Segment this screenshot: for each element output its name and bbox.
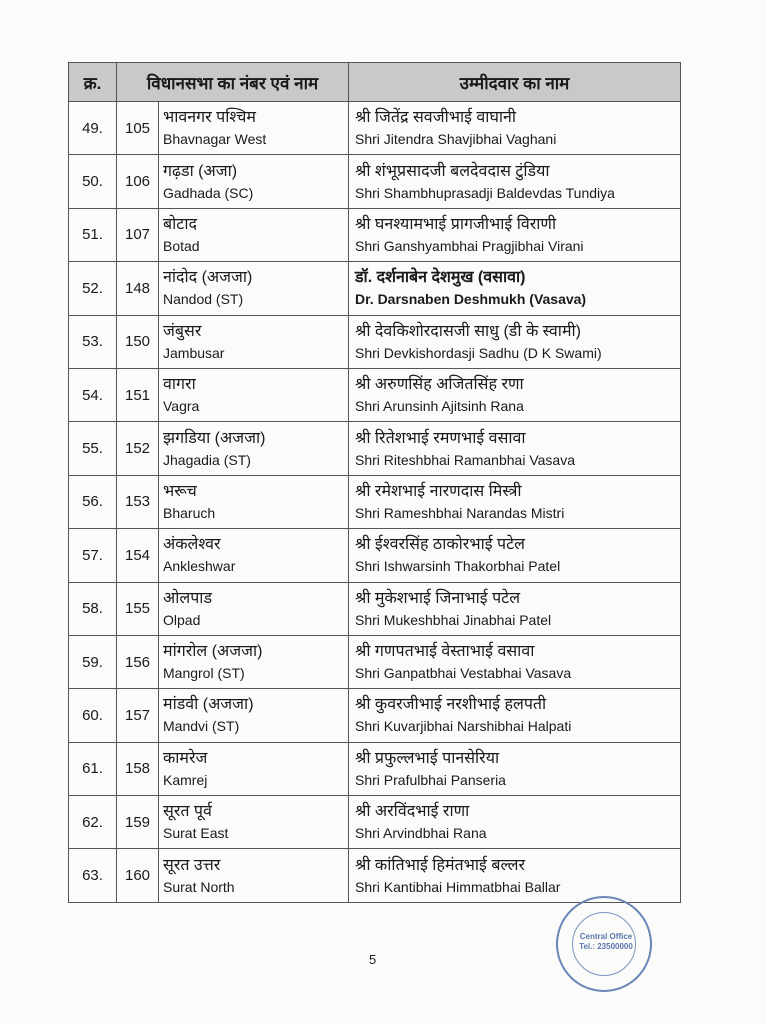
candidate-name-hindi: श्री शंभूप्रसादजी बलदेवदास टुंडिया: [355, 162, 550, 180]
candidate-table: [68, 62, 681, 903]
constituency-name-hindi: भावनगर पश्चिम: [163, 109, 256, 127]
candidate-name-english: Shri Jitendra Shavjibhai Vaghani: [355, 131, 557, 148]
candidate-name-english: Shri Arunsinh Ajitsinh Rana: [355, 398, 524, 415]
constituency-number: 154: [117, 529, 159, 582]
candidate-name-cell: [349, 529, 681, 582]
row-serial-number: 55.: [69, 422, 117, 475]
candidate-name-cell: [349, 422, 681, 475]
candidate-name-english: Shri Rameshbhai Narandas Mistri: [355, 504, 565, 521]
constituency-name-english: Mangrol (ST): [163, 665, 245, 682]
constituency-name-cell: [159, 582, 349, 635]
row-serial-number: 53.: [69, 315, 117, 368]
table-row: [69, 422, 681, 475]
constituency-number: 159: [117, 796, 159, 849]
constituency-number: 157: [117, 689, 159, 742]
constituency-number: 158: [117, 742, 159, 795]
candidate-name-english: Shri Riteshbhai Ramanbhai Vasava: [355, 451, 575, 468]
row-serial-number: 63.: [69, 849, 117, 902]
table-row: [69, 155, 681, 208]
constituency-name-english: Jambusar: [163, 344, 225, 361]
candidate-name-hindi: श्री कांतिभाई हिमंतभाई बल्लर: [355, 856, 526, 874]
candidate-name-english: Shri Kuvarjibhai Narshibhai Halpati: [355, 718, 572, 735]
constituency-number: 160: [117, 849, 159, 902]
candidate-name-hindi: श्री जितेंद्र सवजीभाई वाघानी: [355, 109, 517, 127]
candidate-name-hindi: श्री मुकेशभाई जिनाभाई पटेल: [355, 589, 521, 607]
constituency-name-cell: [159, 529, 349, 582]
candidate-name-cell: [349, 208, 681, 261]
constituency-name-english: Mandvi (ST): [163, 718, 240, 735]
candidate-name-hindi: डॉ. दर्शनाबेन देशमुख (वसावा): [355, 269, 526, 287]
constituency-name-hindi: बोटाद: [163, 215, 197, 233]
constituency-name-cell: [159, 422, 349, 475]
constituency-name-english: Nandod (ST): [163, 291, 244, 308]
constituency-name-cell: [159, 742, 349, 795]
row-serial-number: 50.: [69, 155, 117, 208]
constituency-name-english: Olpad: [163, 611, 201, 628]
table-row: [69, 529, 681, 582]
candidate-name-cell: [349, 262, 681, 315]
candidate-name-cell: [349, 368, 681, 421]
constituency-name-english: Vagra: [163, 398, 200, 415]
table-row: [69, 849, 681, 902]
table-row: [69, 315, 681, 368]
table-row: [69, 582, 681, 635]
row-serial-number: 62.: [69, 796, 117, 849]
constituency-name-english: Ankleshwar: [163, 558, 236, 575]
candidate-name-hindi: श्री देवकिशोरदासजी साधु (डी के स्वामी): [355, 322, 581, 340]
candidate-name-cell: [349, 689, 681, 742]
candidate-name-english: Shri Shambhuprasadji Baldevdas Tundiya: [355, 184, 615, 201]
constituency-name-cell: [159, 208, 349, 261]
candidate-name-cell: [349, 849, 681, 902]
constituency-name-cell: [159, 262, 349, 315]
table-row: [69, 262, 681, 315]
constituency-name-hindi: गढ़डा (अजा): [163, 162, 238, 180]
constituency-name-english: Surat East: [163, 825, 229, 842]
row-serial-number: 56.: [69, 475, 117, 528]
candidate-name-cell: [349, 742, 681, 795]
page-number: 5: [369, 952, 377, 967]
seal-line-1: Central Office: [579, 932, 633, 941]
constituency-number: 151: [117, 368, 159, 421]
row-serial-number: 60.: [69, 689, 117, 742]
candidate-name-cell: [349, 475, 681, 528]
constituency-number: 106: [117, 155, 159, 208]
candidate-name-english: Shri Ganpatbhai Vestabhai Vasava: [355, 665, 572, 682]
constituency-number: 156: [117, 635, 159, 688]
candidate-name-cell: [349, 315, 681, 368]
constituency-name-cell: [159, 102, 349, 155]
table-row: [69, 689, 681, 742]
constituency-name-cell: [159, 796, 349, 849]
constituency-name-hindi: भरूच: [163, 482, 197, 500]
constituency-number: 152: [117, 422, 159, 475]
constituency-name-english: Surat North: [163, 878, 235, 895]
constituency-number: 153: [117, 475, 159, 528]
constituency-name-english: Bhavnagar West: [163, 131, 267, 148]
candidate-name-hindi: श्री रितेशभाई रमणभाई वसावा: [355, 429, 526, 447]
constituency-name-hindi: झगडिया (अजजा): [163, 429, 266, 447]
header-sno: क्र.: [69, 63, 117, 102]
row-serial-number: 59.: [69, 635, 117, 688]
table-row: [69, 635, 681, 688]
constituency-name-english: Botad: [163, 237, 200, 254]
constituency-name-hindi: मांडवी (अजजा): [163, 696, 254, 714]
constituency-name-english: Kamrej: [163, 771, 208, 788]
constituency-name-cell: [159, 155, 349, 208]
constituency-name-hindi: कामरेज: [163, 749, 208, 767]
candidate-name-english: Shri Ishwarsinh Thakorbhai Patel: [355, 558, 561, 575]
candidate-name-cell: [349, 582, 681, 635]
candidate-name-english: Shri Prafulbhai Panseria: [355, 771, 506, 788]
candidate-name-hindi: श्री ईश्वरसिंह ठाकोरभाई पटेल: [355, 536, 526, 554]
candidate-name-hindi: श्री रमेशभाई नारणदास मिस्त्री: [355, 482, 522, 500]
header-candidate: उम्मीदवार का नाम: [349, 63, 681, 102]
constituency-name-hindi: सूरत उत्तर: [163, 856, 221, 874]
row-serial-number: 49.: [69, 102, 117, 155]
candidate-name-cell: [349, 635, 681, 688]
constituency-name-hindi: ओलपाड: [163, 589, 213, 607]
candidate-name-english: Shri Ganshyambhai Pragjibhai Virani: [355, 237, 584, 254]
candidate-name-hindi: श्री अरुणसिंह अजितसिंह रणा: [355, 376, 524, 394]
candidate-name-cell: [349, 796, 681, 849]
constituency-name-cell: [159, 315, 349, 368]
constituency-name-cell: [159, 689, 349, 742]
candidate-name-cell: [349, 102, 681, 155]
constituency-name-english: Jhagadia (ST): [163, 451, 251, 468]
row-serial-number: 54.: [69, 368, 117, 421]
constituency-number: 105: [117, 102, 159, 155]
candidate-name-english: Shri Devkishordasji Sadhu (D K Swami): [355, 344, 602, 361]
constituency-name-hindi: सूरत पूर्व: [163, 803, 212, 821]
table-header-row: [69, 63, 681, 102]
constituency-name-english: Gadhada (SC): [163, 184, 254, 201]
constituency-number: 148: [117, 262, 159, 315]
table-row: [69, 368, 681, 421]
constituency-name-cell: [159, 849, 349, 902]
candidate-name-hindi: श्री प्रफुल्लभाई पानसेरिया: [355, 749, 500, 767]
table-row: [69, 102, 681, 155]
constituency-name-hindi: जंबुसर: [163, 322, 202, 340]
row-serial-number: 57.: [69, 529, 117, 582]
candidate-name-english: Shri Mukeshbhai Jinabhai Patel: [355, 611, 552, 628]
constituency-name-hindi: मांगरोल (अजजा): [163, 643, 263, 661]
row-serial-number: 58.: [69, 582, 117, 635]
table-row: [69, 742, 681, 795]
constituency-name-hindi: वागरा: [163, 376, 196, 394]
seal-text: [558, 932, 654, 952]
constituency-name-hindi: नांदोद (अजजा): [163, 269, 253, 287]
row-serial-number: 52.: [69, 262, 117, 315]
candidate-name-english: Dr. Darsnaben Deshmukh (Vasava): [355, 291, 587, 308]
seal-line-2: Tel.: 23500000: [579, 942, 633, 951]
candidate-list-page: [68, 62, 680, 903]
header-constituency: विधानसभा का नंबर एवं नाम: [117, 63, 349, 102]
candidate-name-hindi: श्री गणपतभाई वेस्ताभाई वसावा: [355, 643, 535, 661]
candidate-name-english: Shri Kantibhai Himmatbhai Ballar: [355, 878, 561, 895]
table-row: [69, 475, 681, 528]
row-serial-number: 51.: [69, 208, 117, 261]
constituency-name-cell: [159, 475, 349, 528]
office-seal-stamp: [556, 896, 652, 992]
constituency-name-cell: [159, 635, 349, 688]
constituency-name-english: Bharuch: [163, 504, 216, 521]
row-serial-number: 61.: [69, 742, 117, 795]
candidate-name-hindi: श्री अरविंदभाई राणा: [355, 803, 470, 821]
candidate-name-english: Shri Arvindbhai Rana: [355, 825, 487, 842]
candidate-name-hindi: श्री घनश्यामभाई प्रागजीभाई विराणी: [355, 215, 557, 233]
candidate-name-cell: [349, 155, 681, 208]
table-row: [69, 208, 681, 261]
constituency-number: 155: [117, 582, 159, 635]
candidate-name-hindi: श्री कुवरजीभाई नरशीभाई हलपती: [355, 696, 547, 714]
constituency-number: 107: [117, 208, 159, 261]
constituency-number: 150: [117, 315, 159, 368]
constituency-name-cell: [159, 368, 349, 421]
table-row: [69, 796, 681, 849]
constituency-name-hindi: अंकलेश्वर: [163, 536, 221, 554]
